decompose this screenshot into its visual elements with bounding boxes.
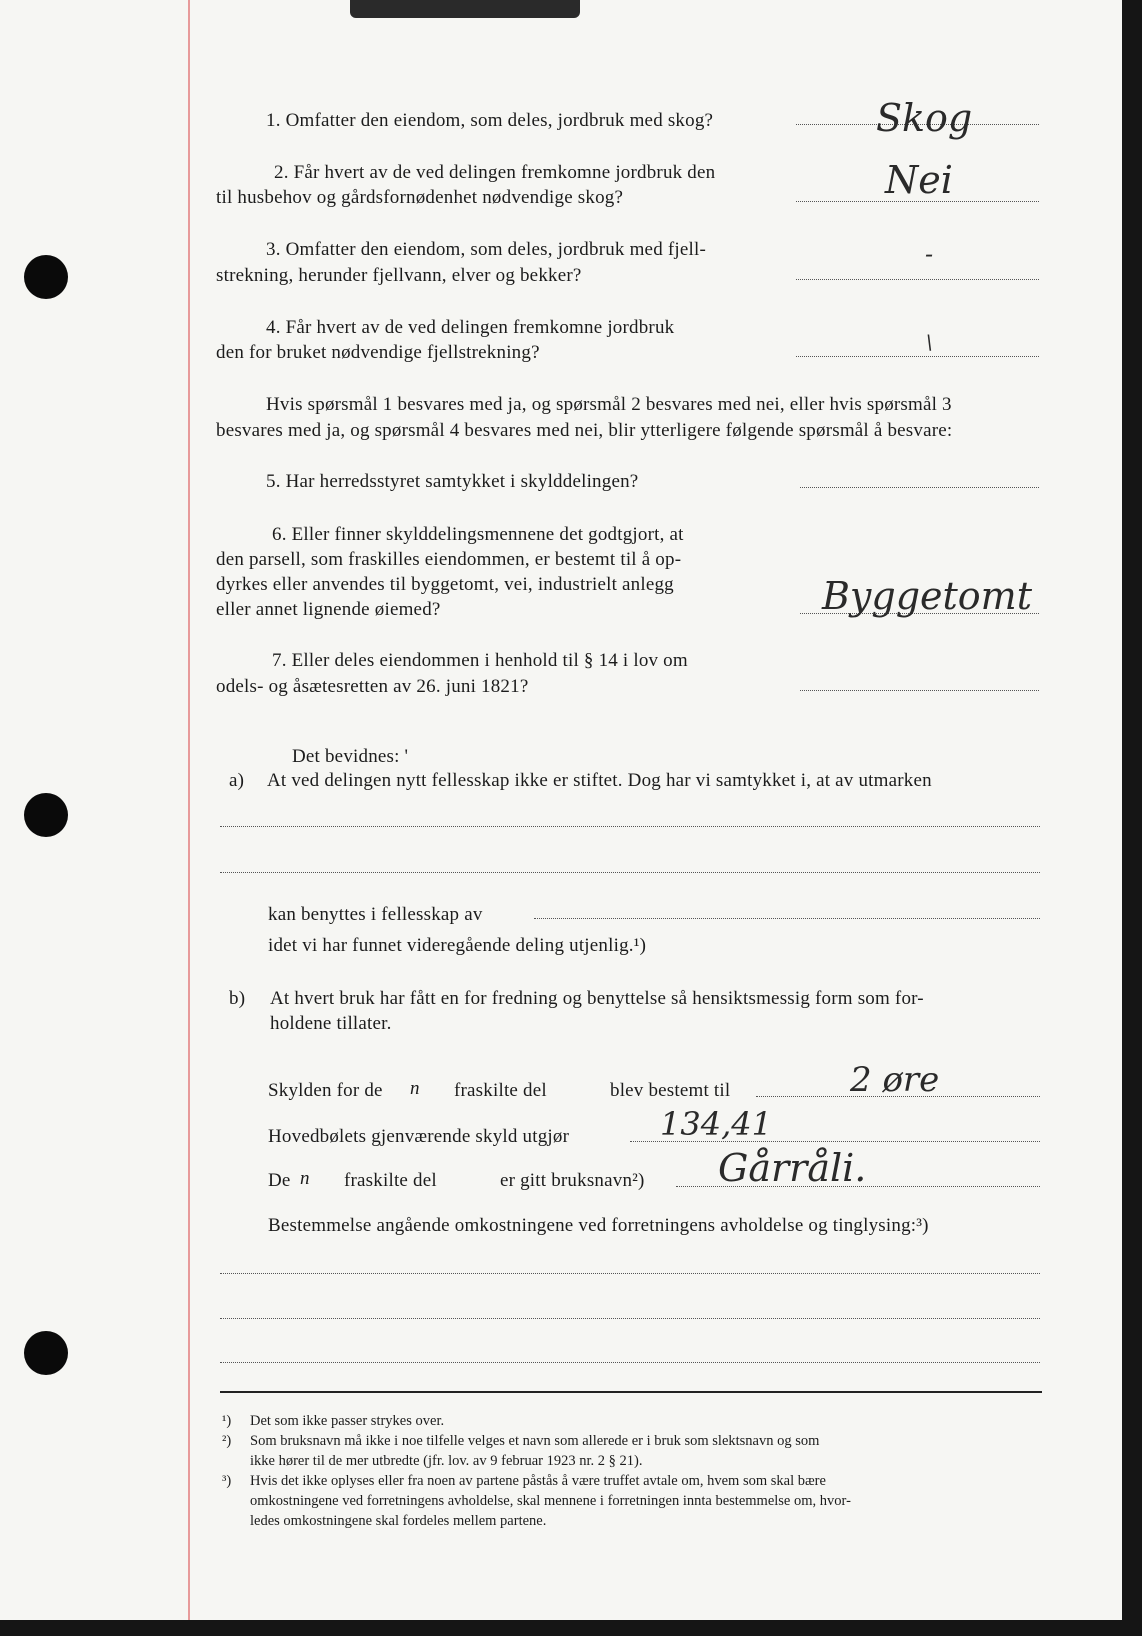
certification-b-line-2: holdene tillater.	[270, 1013, 392, 1034]
answer-line-3	[796, 279, 1039, 280]
question-2-line-2: til husbehov og gårdsfornødenhet nødvendige skog?	[216, 187, 624, 208]
fellesskap-label: kan benyttes i fellesskap av	[268, 904, 483, 925]
certification-b-line-1: At hvert bruk har fått en for fredning og benyttelse så hensiktsmessig form som for-	[270, 988, 924, 1009]
footnote-3-line-3: ledes omkostningene skal fordeles mellem partene.	[250, 1513, 547, 1529]
scan-edge-right	[1122, 0, 1142, 1636]
bruksnavn-label-c: er gitt bruksnavn²)	[500, 1170, 645, 1191]
skyld-correction: n	[410, 1078, 420, 1099]
footnote-2-line-1: Som bruksnavn må ikke i noe tilfelle velges et navn som allerede er i bruk som slektsnavn og som	[250, 1433, 820, 1449]
question-6-line-1: 6. Eller finner skylddelingsmennene det godtgjort, at	[272, 524, 684, 545]
bruksnavn-label-b: fraskilte del	[344, 1170, 437, 1191]
answer-line-5	[800, 487, 1039, 488]
skyld-value-handwritten: 2 øre	[850, 1060, 940, 1100]
blank-line-b3	[220, 1362, 1040, 1363]
question-7-line-1: 7. Eller deles eiendommen i henhold til § 14 i lov om	[272, 650, 688, 671]
footnote-2-line-2: ikke hører til de mer utbredte (jfr. lov. av 9 februar 1923 nr. 2 § 21).	[250, 1453, 643, 1469]
margin-line	[188, 0, 190, 1620]
punch-hole-top	[24, 255, 68, 299]
scan-top-mark	[350, 0, 580, 18]
question-4-line-1: 4. Får hvert av de ved delingen fremkomne jordbruk	[266, 317, 675, 338]
condition-line-2: besvares med ja, og spørsmål 4 besvares med nei, blir ytterligere følgende spørsmål å besvare:	[216, 420, 953, 441]
answer-3-dash: -	[925, 240, 934, 268]
footnote-3-mark: ³)	[222, 1473, 232, 1489]
bruksnavn-correction: n	[300, 1168, 310, 1189]
question-4-line-2: den for bruket nødvendige fjellstrekning?	[216, 342, 540, 363]
question-6-line-2: den parsell, som fraskilles eiendommen, er bestemt til å op-	[216, 549, 682, 570]
bruksnavn-value-handwritten: Gårråli.	[718, 1146, 867, 1190]
skyld-label-b: fraskilte del	[454, 1080, 547, 1101]
fellesskap-line	[534, 918, 1040, 919]
answer-line-4	[796, 356, 1039, 357]
certification-heading: Det bevidnes: '	[292, 746, 409, 767]
blank-line-b1	[220, 1273, 1040, 1274]
certification-a-text: At ved delingen nytt fellesskap ikke er stiftet. Dog har vi samtykket i, at av utmarken	[267, 770, 932, 791]
answer-line-7	[800, 690, 1039, 691]
footnote-3-line-2: omkostningene ved forretningens avholdelse, skal mennene i forretningen innta bestemmelse om, hvor-	[250, 1493, 851, 1509]
footnote-1: Det som ikke passer strykes over.	[250, 1413, 445, 1429]
certification-a-label: a)	[229, 770, 245, 791]
answer-4-stroke: \	[926, 330, 933, 354]
answer-2-handwritten: Nei	[885, 158, 953, 202]
hovedbol-value-handwritten: 134,41	[660, 1105, 772, 1143]
question-5: 5. Har herredsstyret samtykket i skylddelingen?	[266, 471, 639, 492]
footnote-3-line-1: Hvis det ikke oplyses eller fra noen av partene påstås å være truffet avtale om, hvem som skal bære	[250, 1473, 826, 1489]
hovedbol-label: Hovedbølets gjenværende skyld utgjør	[268, 1126, 570, 1147]
answer-1-handwritten: Skog	[876, 96, 973, 140]
question-1: 1. Omfatter den eiendom, som deles, jordbruk med skog?	[266, 110, 714, 131]
blank-line-b2	[220, 1318, 1040, 1319]
answer-6-handwritten: Byggetomt	[822, 574, 1032, 618]
bruksnavn-label-a: De	[268, 1170, 291, 1191]
certification-b-label: b)	[229, 988, 246, 1009]
blank-line-a1	[220, 826, 1040, 827]
certification-a-reason: idet vi har funnet videregående deling utjenlig.¹)	[268, 935, 647, 956]
blank-line-a2	[220, 872, 1040, 873]
punch-hole-bottom	[24, 1331, 68, 1375]
question-6-line-4: eller annet lignende øiemed?	[216, 599, 441, 620]
bestemmelse-label: Bestemmelse angående omkostningene ved forretningens avholdelse og tinglysing:³)	[268, 1215, 929, 1236]
footnote-1-mark: ¹)	[222, 1413, 232, 1429]
scan-edge-bottom	[0, 1620, 1142, 1636]
question-3-line-1: 3. Omfatter den eiendom, som deles, jordbruk med fjell-	[266, 239, 706, 260]
question-3-line-2: strekning, herunder fjellvann, elver og bekker?	[216, 265, 582, 286]
skyld-label-c: blev bestemt til	[610, 1080, 731, 1101]
footnote-rule	[220, 1391, 1042, 1393]
question-6-line-3: dyrkes eller anvendes til byggetomt, vei, industrielt anlegg	[216, 574, 674, 595]
question-2-line-1: 2. Får hvert av de ved delingen fremkomne jordbruk den	[274, 162, 716, 183]
question-7-line-2: odels- og åsætesretten av 26. juni 1821?	[216, 676, 529, 697]
skyld-label-a: Skylden for de	[268, 1080, 383, 1101]
punch-hole-middle	[24, 793, 68, 837]
footnote-2-mark: ²)	[222, 1433, 232, 1449]
condition-line-1: Hvis spørsmål 1 besvares med ja, og spørsmål 2 besvares med nei, eller hvis spørsmål 3	[266, 394, 952, 415]
